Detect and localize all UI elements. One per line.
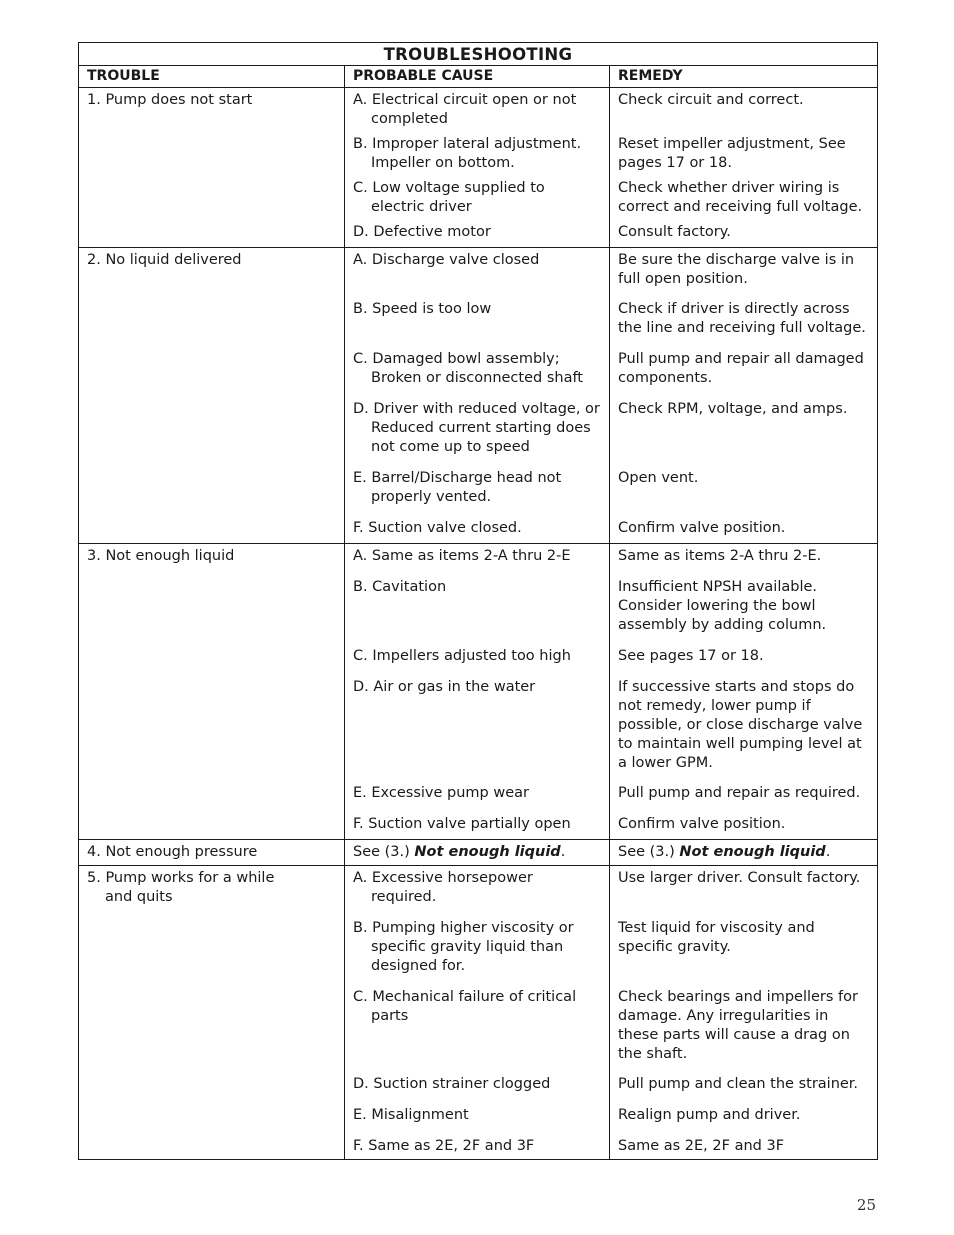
trouble-cell [79, 544, 345, 840]
cause-item: D. Driver with reduced voltage, or Reduced current starting does not come up to speed [353, 401, 600, 455]
remedy-item: Check RPM, voltage, and amps. [618, 401, 848, 417]
see-prefix: See (3.) [618, 844, 680, 860]
cause-cell [345, 544, 610, 840]
trouble-group-5 [79, 866, 878, 1160]
cause-item: B. Improper lateral adjustment. Impeller on bottom. [353, 136, 582, 171]
see-reference: Not enough liquid [414, 844, 561, 860]
remedy-item: Use larger driver. Consult factory. [618, 870, 861, 886]
remedy-cell [610, 544, 878, 840]
cause-item: A. Discharge valve closed [353, 252, 540, 268]
cause-item: B. Cavitation [353, 579, 447, 595]
remedy-item: Pull pump and clean the strainer. [618, 1076, 859, 1092]
remedy-item: If successive starts and stops do not remedy, lower pump if possible, or close discharge valve to maintain well pumping level at a lower GPM. [618, 679, 863, 771]
remedy-cell [610, 248, 878, 544]
cause-cell [345, 840, 610, 866]
see-suffix: . [825, 844, 831, 860]
cause-item: E. Excessive pump wear [353, 785, 529, 801]
remedy-item: See pages 17 or 18. [618, 648, 764, 664]
trouble-cell [79, 88, 345, 248]
remedy-item: Realign pump and driver. [618, 1107, 801, 1123]
cause-cell [345, 866, 610, 1160]
remedy-item: Be sure the discharge valve is in full open position. [618, 252, 855, 287]
remedy-item: Pull pump and repair as required. [618, 785, 861, 801]
remedy-item: Check bearings and impellers for damage. Any irregularities in these parts will cause a drag on the shaft. [618, 989, 858, 1062]
remedy-item: Confirm valve position. [618, 816, 786, 832]
cause-item: E. Barrel/Discharge head not properly vented. [353, 470, 562, 505]
cause-item: D. Defective motor [353, 224, 491, 240]
see-prefix: See (3.) [353, 844, 415, 860]
trouble-group-4 [79, 840, 878, 866]
trouble-label: 2. No liquid delivered [87, 252, 242, 268]
cause-item [353, 843, 602, 862]
trouble-label: 5. Pump works for a while and quits [87, 870, 275, 905]
trouble-group-1 [79, 88, 878, 248]
remedy-item: Check if driver is directly across the line and receiving full voltage. [618, 301, 866, 336]
remedy-item: Check whether driver wiring is correct and receiving full voltage. [618, 180, 863, 215]
cause-item: E. Misalignment [353, 1107, 469, 1123]
cause-item: C. Low voltage supplied to electric driver [353, 180, 545, 215]
remedy-item [618, 843, 870, 862]
trouble-label: 4. Not enough pressure [87, 844, 258, 860]
cause-cell [345, 88, 610, 248]
remedy-item: Confirm valve position. [618, 520, 786, 536]
cause-cell [345, 248, 610, 544]
see-reference: Not enough liquid [679, 844, 826, 860]
cause-item: A. Electrical circuit open or not completed [353, 92, 577, 127]
trouble-group-2 [79, 248, 878, 544]
cause-item: F. Suction valve partially open [353, 816, 571, 832]
see-suffix: . [560, 844, 566, 860]
remedy-item: Consult factory. [618, 224, 731, 240]
remedy-item: Reset impeller adjustment, See pages 17 or 18. [618, 136, 846, 171]
remedy-item: Check circuit and correct. [618, 92, 804, 108]
remedy-item: Insufficient NPSH available. Consider lowering the bowl assembly by adding column. [618, 579, 827, 633]
remedy-cell [610, 866, 878, 1160]
header-trouble: TROUBLE [79, 66, 345, 88]
cause-item: C. Damaged bowl assembly; Broken or disconnected shaft [353, 351, 583, 386]
remedy-item: Same as 2E, 2F and 3F [618, 1138, 785, 1154]
cause-item: B. Speed is too low [353, 301, 492, 317]
trouble-label: 3. Not enough liquid [87, 548, 235, 564]
table-title: TROUBLESHOOTING [79, 43, 878, 66]
remedy-item: Open vent. [618, 470, 699, 486]
trouble-cell [79, 248, 345, 544]
cause-item: D. Air or gas in the water [353, 679, 536, 695]
troubleshooting-table [78, 42, 878, 1160]
remedy-item: Test liquid for viscosity and specific gravity. [618, 920, 815, 955]
cause-item: F. Same as 2E, 2F and 3F [353, 1138, 535, 1154]
trouble-group-3 [79, 544, 878, 840]
trouble-cell [79, 840, 345, 866]
cause-item: C. Impellers adjusted too high [353, 648, 571, 664]
remedy-item: Same as items 2-A thru 2-E. [618, 548, 822, 564]
header-probable-cause: PROBABLE CAUSE [345, 66, 610, 88]
cause-item: D. Suction strainer clogged [353, 1076, 551, 1092]
remedy-item: Pull pump and repair all damaged components. [618, 351, 864, 386]
cause-item: A. Excessive horsepower required. [353, 870, 533, 905]
remedy-cell [610, 840, 878, 866]
cause-item: C. Mechanical failure of critical parts [353, 989, 577, 1024]
cause-item: B. Pumping higher viscosity or specific gravity liquid than designed for. [353, 920, 574, 974]
remedy-cell [610, 88, 878, 248]
trouble-label: 1. Pump does not start [87, 92, 253, 108]
page-number: 25 [856, 1196, 876, 1214]
header-remedy: REMEDY [610, 66, 878, 88]
cause-item: F. Suction valve closed. [353, 520, 522, 536]
trouble-cell [79, 866, 345, 1160]
cause-item: A. Same as items 2-A thru 2-E [353, 548, 571, 564]
